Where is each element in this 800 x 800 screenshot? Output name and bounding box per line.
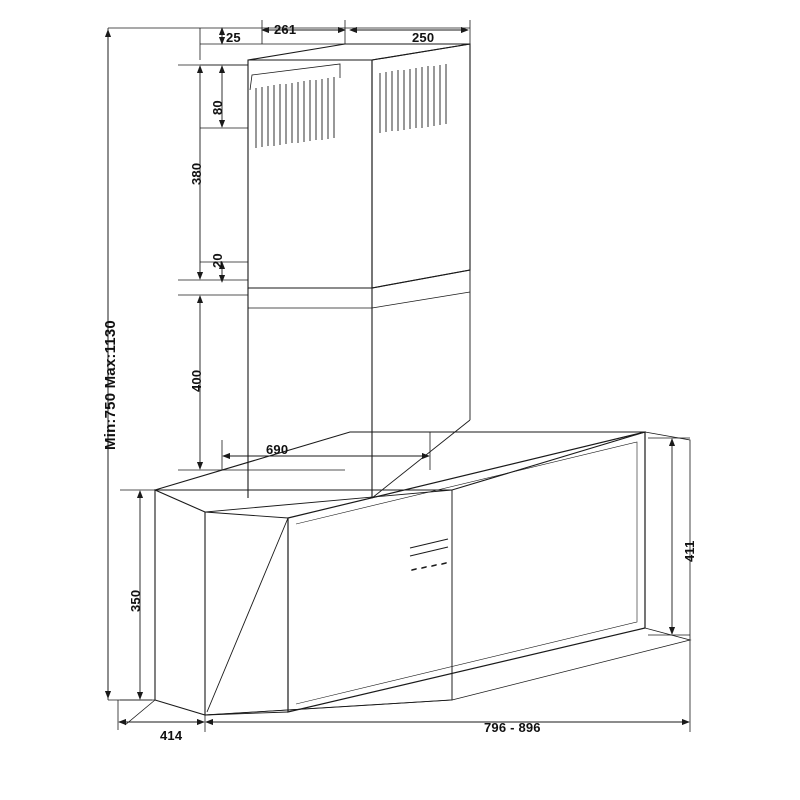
dim-label-690: 690 [266,442,289,457]
dim-label-411: 411 [682,540,697,562]
dim-label-25: 25 [226,30,241,45]
dim-label-796-896: 796 - 896 [484,720,541,735]
dim-label-414: 414 [160,728,183,743]
dim-label-400: 400 [189,369,204,392]
dim-label-261: 261 [274,22,297,37]
dim-label-250: 250 [412,30,435,45]
dim-label-380: 380 [189,162,204,185]
dim-label-20: 20 [210,253,225,268]
dim-label-350: 350 [128,589,143,612]
dim-label-80: 80 [210,100,225,115]
dim-label-height-range: Min:750 Max:1130 [102,320,119,450]
